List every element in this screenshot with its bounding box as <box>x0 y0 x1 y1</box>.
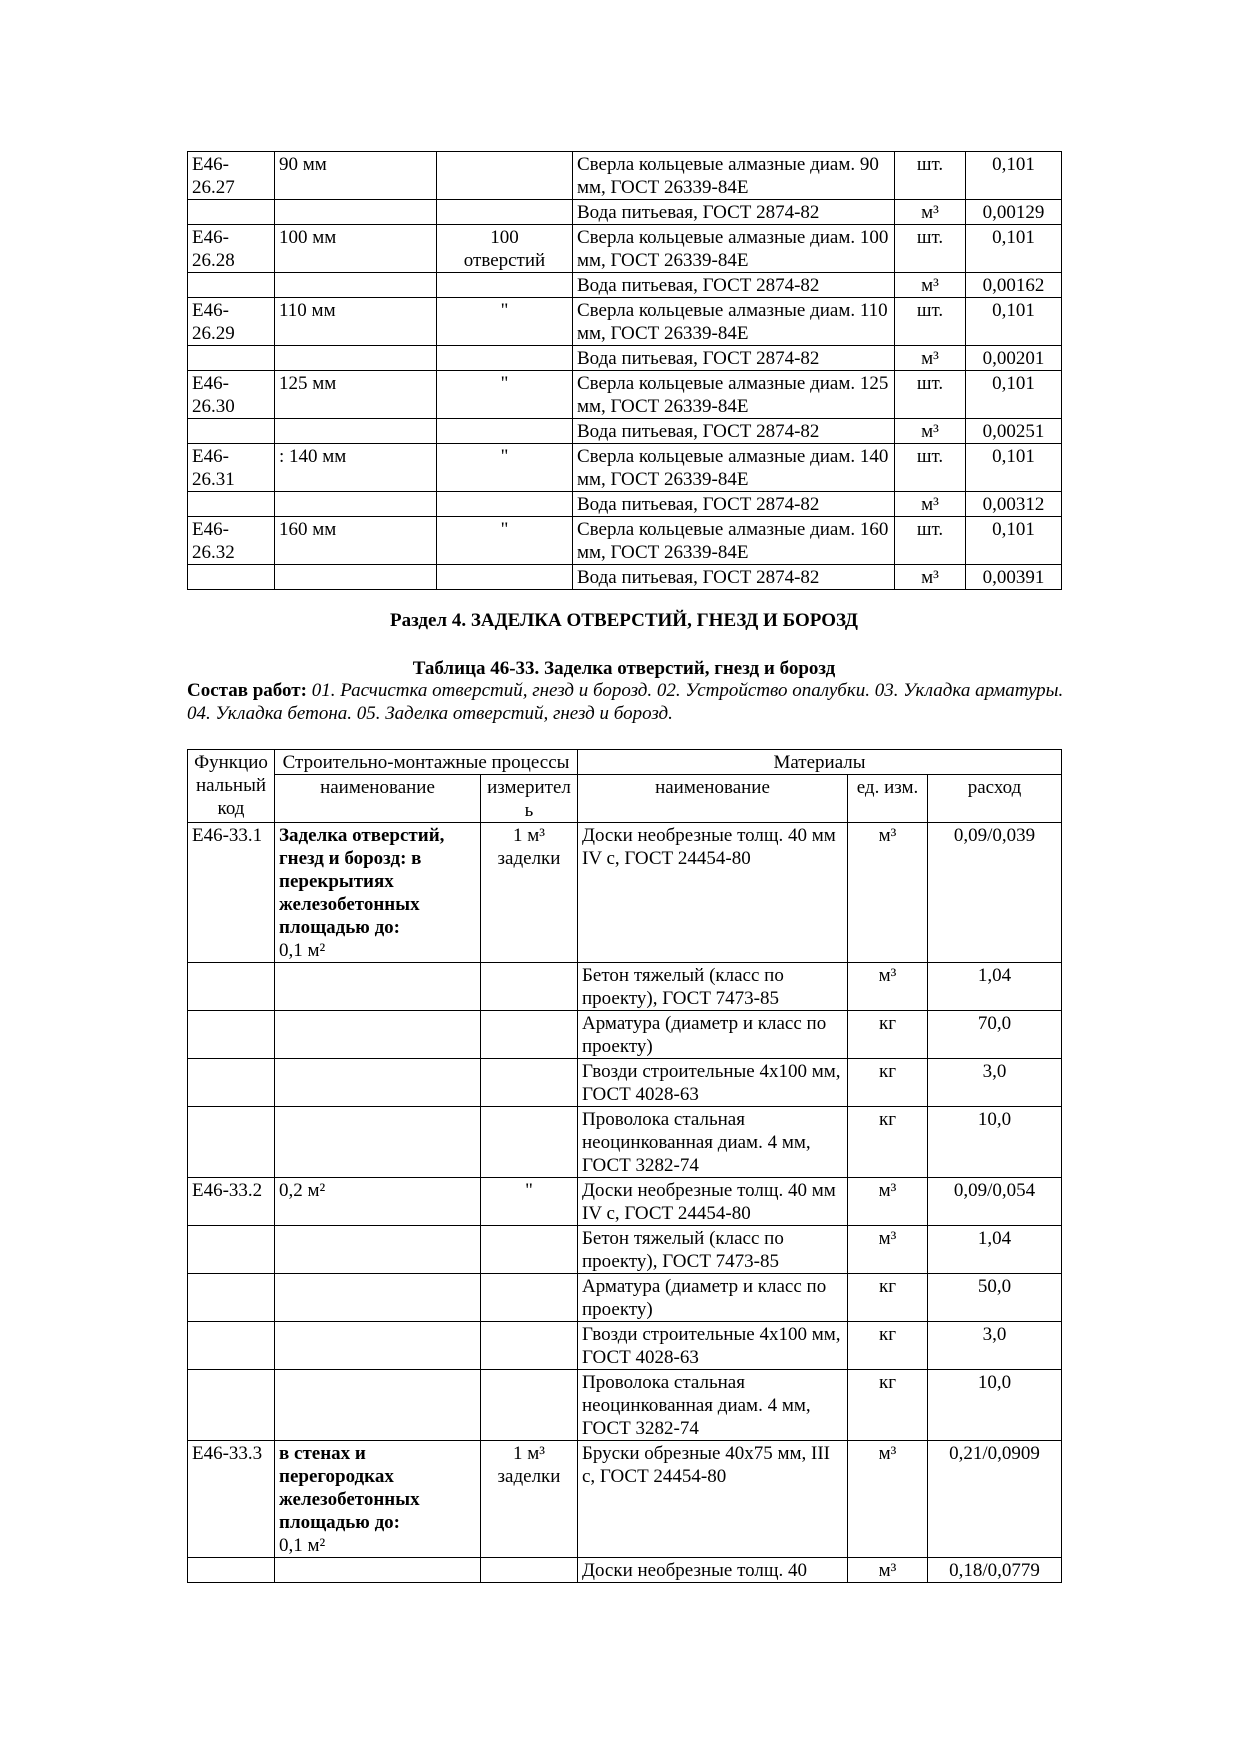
code-cell <box>188 1370 275 1441</box>
table-row <box>188 273 1062 298</box>
code-cell <box>188 1059 275 1107</box>
material-cell: Бруски обрезные 40х75 мм, III с, ГОСТ 24454-80 <box>578 1441 848 1558</box>
quantity-cell: 0,00129 <box>966 200 1062 225</box>
material-cell: Проволока стальная неоцинкованная диам. 4 мм, ГОСТ 3282-74 <box>578 1370 848 1441</box>
quantity-cell: 3,0 <box>928 1322 1062 1370</box>
code-cell <box>188 1558 275 1583</box>
material-cell: Вода питьевая, ГОСТ 2874-82 <box>573 200 895 225</box>
quantity-cell: 10,0 <box>928 1370 1062 1441</box>
process-cell <box>275 1226 481 1274</box>
material-cell: Сверла кольцевые алмазные диам. 140 мм, ГОСТ 26339-84Е <box>573 444 895 492</box>
unit-cell <box>437 565 573 590</box>
header-proc-unit: измеритель <box>481 775 578 823</box>
code-cell <box>188 1107 275 1178</box>
material-unit-cell: м³ <box>848 1558 928 1583</box>
process-cell <box>275 346 437 371</box>
material-cell: Доски необрезные толщ. 40 мм IV с, ГОСТ 24454-80 <box>578 823 848 963</box>
process-name-bold: в стенах и перегородках железобетонных площадью до: <box>279 1443 420 1533</box>
material-unit-cell: м³ <box>848 1178 928 1226</box>
work-composition-text: 01. Расчистка отверстий, гнезд и борозд. 02. Устройство опалубки. 03. Укладка арматуры. 04. Укладка бетона. 05. Заделка отверстий, гнезд и борозд. <box>187 680 1064 724</box>
code-cell: Е46- 26.29 <box>188 298 275 346</box>
unit-cell <box>481 1322 578 1370</box>
code-cell <box>188 419 275 444</box>
material-cell: Доски необрезные толщ. 40 мм IV с, ГОСТ 24454-80 <box>578 1178 848 1226</box>
quantity-cell: 1,04 <box>928 963 1062 1011</box>
material-unit-cell: м³ <box>895 565 966 590</box>
table-row <box>188 200 1062 225</box>
unit-cell <box>481 1059 578 1107</box>
material-unit-cell: шт. <box>895 225 966 273</box>
material-cell: Гвозди строительные 4х100 мм, ГОСТ 4028-63 <box>578 1059 848 1107</box>
table-row <box>188 1178 1062 1226</box>
material-cell: Вода питьевая, ГОСТ 2874-82 <box>573 273 895 298</box>
table-row <box>188 1370 1062 1441</box>
material-unit-cell: кг <box>848 1059 928 1107</box>
process-size: 0,1 м² <box>279 1535 326 1556</box>
process-cell <box>275 200 437 225</box>
process-cell <box>275 1322 481 1370</box>
unit-cell: " <box>481 1178 578 1226</box>
quantity-cell: 0,00312 <box>966 492 1062 517</box>
code-cell <box>188 492 275 517</box>
process-size: 0,1 м² <box>279 940 326 961</box>
quantity-cell: 1,04 <box>928 1226 1062 1274</box>
material-cell: Сверла кольцевые алмазные диам. 110 мм, ГОСТ 26339-84Е <box>573 298 895 346</box>
unit-cell <box>437 419 573 444</box>
unit-cell <box>437 200 573 225</box>
quantity-cell: 0,101 <box>966 225 1062 273</box>
code-cell: Е46- 26.28 <box>188 225 275 273</box>
material-cell: Доски необрезные толщ. 40 <box>578 1558 848 1583</box>
material-unit-cell: м³ <box>895 492 966 517</box>
table-row <box>188 419 1062 444</box>
material-unit-cell: кг <box>848 1107 928 1178</box>
table-row <box>188 565 1062 590</box>
process-name-bold: Заделка отверстий, гнезд и борозд: в перекрытиях железобетонных площадью до: <box>279 825 445 938</box>
table-row <box>188 444 1062 492</box>
material-unit-cell: м³ <box>848 1226 928 1274</box>
process-cell <box>275 273 437 298</box>
process-cell <box>275 1370 481 1441</box>
table-row <box>188 492 1062 517</box>
unit-cell <box>481 1011 578 1059</box>
quantity-cell: 0,18/0,0779 <box>928 1558 1062 1583</box>
code-cell <box>188 1011 275 1059</box>
process-cell <box>275 1441 481 1558</box>
unit-cell <box>437 492 573 517</box>
code-cell <box>188 1322 275 1370</box>
process-size: 0,2 м² <box>279 1180 326 1201</box>
material-cell: Вода питьевая, ГОСТ 2874-82 <box>573 346 895 371</box>
code-cell <box>188 346 275 371</box>
process-cell <box>275 1059 481 1107</box>
quantity-cell: 0,09/0,054 <box>928 1178 1062 1226</box>
material-unit-cell: м³ <box>848 823 928 963</box>
work-composition <box>187 679 1065 725</box>
quantity-cell: 0,101 <box>966 517 1062 565</box>
process-cell: 100 мм <box>275 225 437 273</box>
code-cell: Е46-33.2 <box>188 1178 275 1226</box>
unit-cell <box>481 1226 578 1274</box>
code-cell: Е46- 26.27 <box>188 152 275 200</box>
header-processes: Строительно-монтажные процессы <box>275 750 578 775</box>
subheader-row <box>188 775 1062 823</box>
code-cell <box>188 963 275 1011</box>
quantity-cell: 0,101 <box>966 298 1062 346</box>
quantity-cell: 0,09/0,039 <box>928 823 1062 963</box>
unit-cell <box>437 346 573 371</box>
quantity-cell: 0,00201 <box>966 346 1062 371</box>
process-cell: 90 мм <box>275 152 437 200</box>
process-cell <box>275 1274 481 1322</box>
unit-cell: 100 отверстий <box>437 225 573 273</box>
material-unit-cell: кг <box>848 1370 928 1441</box>
unit-cell: " <box>437 517 573 565</box>
material-cell: Сверла кольцевые алмазные диам. 100 мм, ГОСТ 26339-84Е <box>573 225 895 273</box>
table-row <box>188 1322 1062 1370</box>
material-unit-cell: шт. <box>895 517 966 565</box>
quantity-cell: 0,21/0,0909 <box>928 1441 1062 1558</box>
unit-cell <box>481 1558 578 1583</box>
unit-cell <box>481 963 578 1011</box>
drill-materials-table <box>187 151 1062 590</box>
header-materials: Материалы <box>578 750 1062 775</box>
process-cell <box>275 1107 481 1178</box>
quantity-cell: 0,00251 <box>966 419 1062 444</box>
table-title: Таблица 46-33. Заделка отверстий, гнезд и борозд <box>412 658 836 679</box>
unit-cell: " <box>437 298 573 346</box>
process-cell: : 140 мм <box>275 444 437 492</box>
material-cell: Вода питьевая, ГОСТ 2874-82 <box>573 565 895 590</box>
material-unit-cell: шт. <box>895 444 966 492</box>
quantity-cell: 0,00391 <box>966 565 1062 590</box>
process-cell: 125 мм <box>275 371 437 419</box>
unit-cell: " <box>437 444 573 492</box>
material-cell: Бетон тяжелый (класс по проекту), ГОСТ 7473-85 <box>578 963 848 1011</box>
material-cell: Проволока стальная неоцинкованная диам. 4 мм, ГОСТ 3282-74 <box>578 1107 848 1178</box>
process-cell: 110 мм <box>275 298 437 346</box>
quantity-cell: 50,0 <box>928 1274 1062 1322</box>
process-cell: 160 мм <box>275 517 437 565</box>
code-cell <box>188 565 275 590</box>
process-cell <box>275 565 437 590</box>
material-unit-cell: м³ <box>895 273 966 298</box>
table-row <box>188 823 1062 963</box>
header-proc-name: наименование <box>275 775 481 823</box>
unit-cell <box>437 152 573 200</box>
header-mat-name: наименование <box>578 775 848 823</box>
material-unit-cell: кг <box>848 1274 928 1322</box>
unit-cell: 1 м³ заделки <box>481 823 578 963</box>
process-cell <box>275 1011 481 1059</box>
code-cell: Е46-33.1 <box>188 823 275 963</box>
sealing-materials-table <box>187 749 1062 1583</box>
material-unit-cell: м³ <box>895 200 966 225</box>
material-cell: Сверла кольцевые алмазные диам. 125 мм, ГОСТ 26339-84Е <box>573 371 895 419</box>
work-composition-label: Состав работ: <box>187 680 307 701</box>
table-row <box>188 298 1062 346</box>
material-unit-cell: шт. <box>895 152 966 200</box>
unit-cell: 1 м³ заделки <box>481 1441 578 1558</box>
material-unit-cell: м³ <box>895 346 966 371</box>
process-cell <box>275 1178 481 1226</box>
unit-cell <box>481 1274 578 1322</box>
material-unit-cell: м³ <box>895 419 966 444</box>
quantity-cell: 0,00162 <box>966 273 1062 298</box>
process-cell <box>275 492 437 517</box>
table-row <box>188 1274 1062 1322</box>
quantity-cell: 0,101 <box>966 371 1062 419</box>
quantity-cell: 70,0 <box>928 1011 1062 1059</box>
code-cell: Е46- 26.30 <box>188 371 275 419</box>
code-cell <box>188 1274 275 1322</box>
table-row <box>188 152 1062 200</box>
unit-cell <box>481 1107 578 1178</box>
material-cell: Бетон тяжелый (класс по проекту), ГОСТ 7473-85 <box>578 1226 848 1274</box>
table-row <box>188 1226 1062 1274</box>
unit-cell <box>437 273 573 298</box>
material-unit-cell: шт. <box>895 298 966 346</box>
table-row <box>188 1107 1062 1178</box>
quantity-cell: 10,0 <box>928 1107 1062 1178</box>
table-row <box>188 371 1062 419</box>
code-cell: Е46- 26.31 <box>188 444 275 492</box>
code-cell <box>188 273 275 298</box>
table-row <box>188 1059 1062 1107</box>
header-mat-qty: расход <box>928 775 1062 823</box>
table-row <box>188 517 1062 565</box>
material-unit-cell: м³ <box>848 963 928 1011</box>
material-cell: Сверла кольцевые алмазные диам. 160 мм, ГОСТ 26339-84Е <box>573 517 895 565</box>
material-cell: Вода питьевая, ГОСТ 2874-82 <box>573 492 895 517</box>
unit-cell <box>481 1370 578 1441</box>
table-row <box>188 1011 1062 1059</box>
code-cell <box>188 200 275 225</box>
code-cell <box>188 1226 275 1274</box>
material-cell: Вода питьевая, ГОСТ 2874-82 <box>573 419 895 444</box>
material-unit-cell: шт. <box>895 371 966 419</box>
material-unit-cell: кг <box>848 1011 928 1059</box>
table-row <box>188 963 1062 1011</box>
header-func-code: Функциональный код <box>188 750 275 823</box>
quantity-cell: 3,0 <box>928 1059 1062 1107</box>
table-row <box>188 1558 1062 1583</box>
process-cell <box>275 1558 481 1583</box>
code-cell: Е46- 26.32 <box>188 517 275 565</box>
code-cell: Е46-33.3 <box>188 1441 275 1558</box>
quantity-cell: 0,101 <box>966 444 1062 492</box>
unit-cell: " <box>437 371 573 419</box>
table-row <box>188 1441 1062 1558</box>
table-row <box>188 346 1062 371</box>
material-cell: Арматура (диаметр и класс по проекту) <box>578 1011 848 1059</box>
process-cell <box>275 963 481 1011</box>
material-cell: Сверла кольцевые алмазные диам. 90 мм, ГОСТ 26339-84Е <box>573 152 895 200</box>
quantity-cell: 0,101 <box>966 152 1062 200</box>
material-cell: Гвозди строительные 4х100 мм, ГОСТ 4028-63 <box>578 1322 848 1370</box>
process-cell <box>275 823 481 963</box>
material-cell: Арматура (диаметр и класс по проекту) <box>578 1274 848 1322</box>
material-unit-cell: м³ <box>848 1441 928 1558</box>
header-mat-unit: ед. изм. <box>848 775 928 823</box>
section-title: Раздел 4. ЗАДЕЛКА ОТВЕРСТИЙ, ГНЕЗД И БОРОЗД <box>389 610 858 631</box>
material-unit-cell: кг <box>848 1322 928 1370</box>
process-cell <box>275 419 437 444</box>
header-row <box>188 750 1062 775</box>
table-row <box>188 225 1062 273</box>
